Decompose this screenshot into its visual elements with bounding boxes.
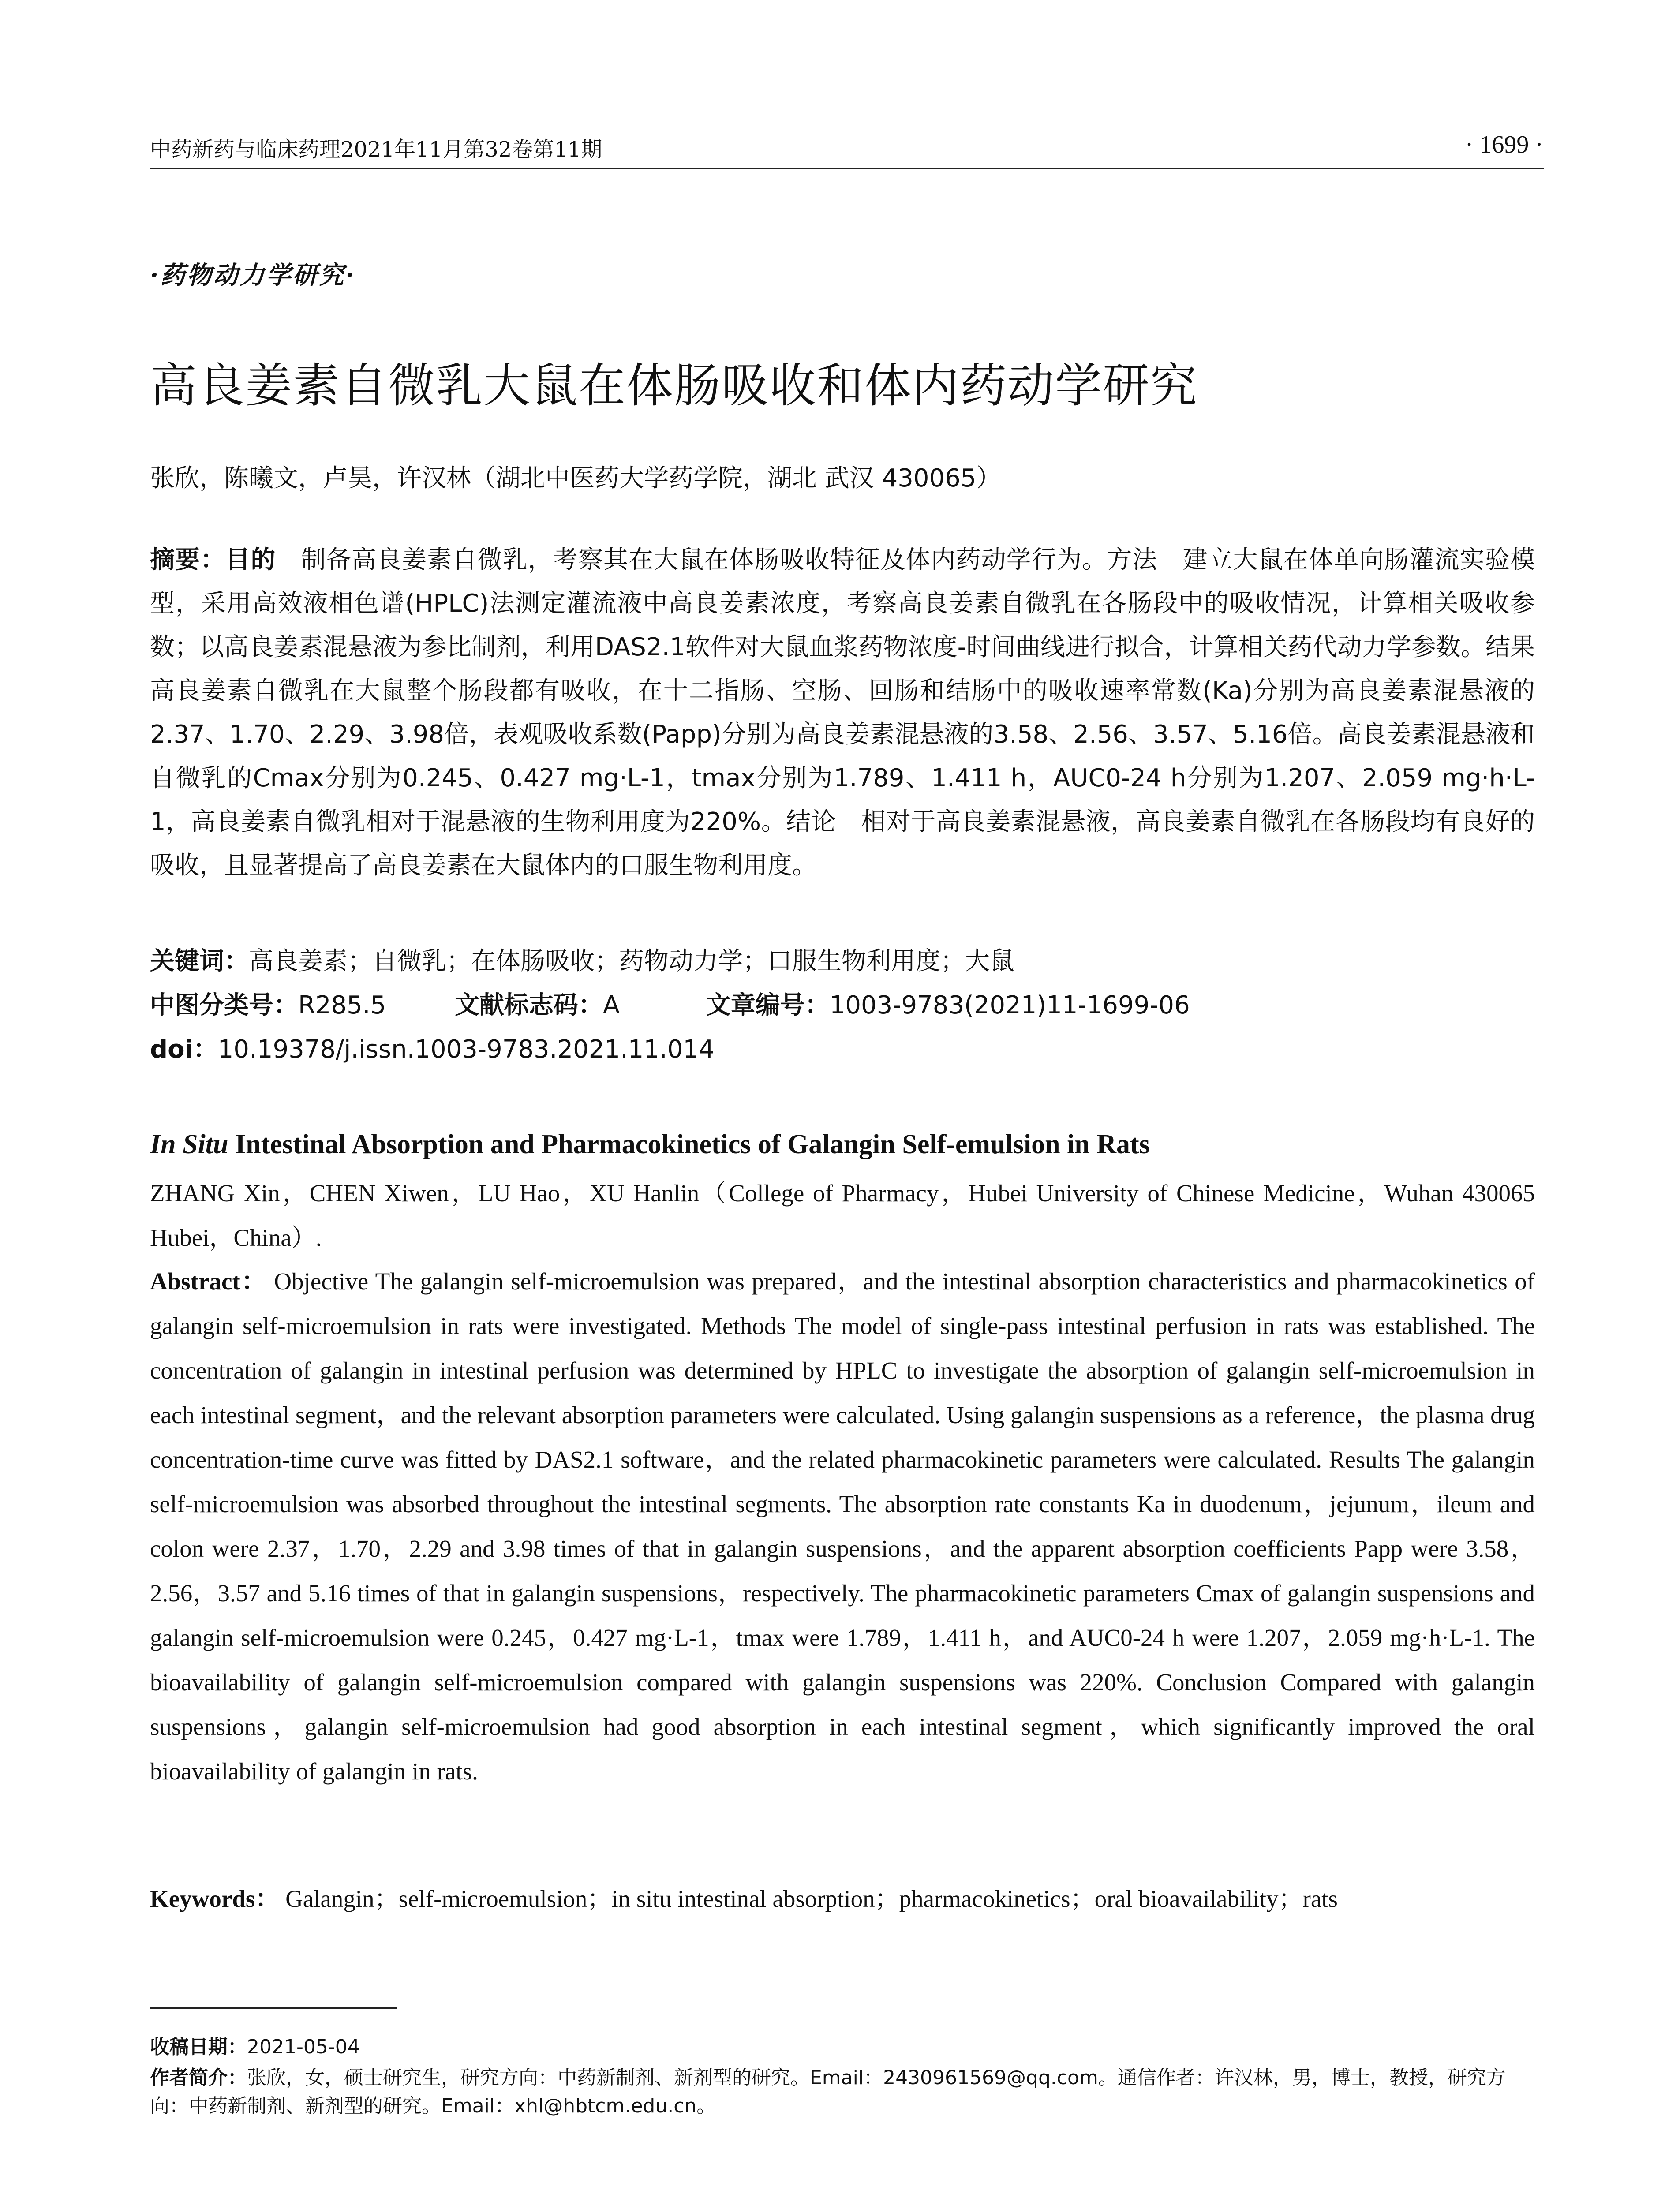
footnote-rule xyxy=(150,2007,397,2009)
english-title xyxy=(150,1129,1150,1160)
keywords-en-text: Galangin；self-microemulsion；in situ intestinal absorption；pharmacokinetics；oral bioavailability；rats xyxy=(285,1885,1338,1912)
english-title-rest: Intestinal Absorption and Pharmacokinetics of Galangin Self-emulsion in Rats xyxy=(228,1129,1150,1159)
keywords-cn xyxy=(150,939,1535,983)
keywords-en-label: Keywords： xyxy=(150,1885,280,1912)
received-label: 收稿日期： xyxy=(150,2036,247,2058)
abstract-cn xyxy=(150,538,1560,887)
authors-affiliation: 张欣，陈曦文，卢昊，许汉林（湖北中医药大学药学院，湖北 武汉 430065） xyxy=(150,464,1001,493)
author-bio-label: 作者简介： xyxy=(150,2067,247,2089)
english-title-italic: In Situ xyxy=(150,1129,228,1159)
abstract-cn-label: 摘要：目的 xyxy=(150,546,276,574)
abstract-cn-text: 制备高良姜素自微乳，考察其在大鼠在体肠吸收特征及体内药动学行为。方法 建立大鼠在体单向肠灌流实验模型，采用高效液相色谱(HPLC)法测定灌流液中高良姜素浓度，考察高良姜素自微乳在各肠段中的吸收情况，计算相关吸收参数；以高良姜素混悬液为参比制剂，利用DAS2.1软件对大鼠血浆药物浓度-时间曲线进行拟合，计算相关药代动力学参数。结果 高良姜素自微乳在大鼠整个肠段都有吸收，在十二指肠、空肠、回肠和结肠中的吸收速率常数(Ka)分别为高良姜素混悬液的2.37、1.70、2.29、3.98倍，表观吸收系数(Papp)分别为高良姜素混悬液的3.58、2.56、3.57、5.16倍。高良姜素混悬液和自微乳的Cmax分别为0.245、0.427 mg·L-1，tmax分别为1.789、1.411 h，AUC0-24 h分别为1.207、2.059 mg·h·L-1，高良姜素自微乳相对于混悬液的生物利用度为220%。结论 相对于高良姜素混悬液，高良姜素自微乳在各肠段均有良好的吸收，且显著提高了高良姜素在大鼠体内的口服生物利用度。 xyxy=(150,546,1560,880)
journal-info: 中药新药与临床药理2021年11月第32卷第11期 xyxy=(150,137,602,162)
article-title: 高良姜素自微乳大鼠在体肠吸收和体内药动学研究 xyxy=(150,359,1198,413)
article-number-label: 文章编号： xyxy=(706,991,830,1020)
article-number-value: 1003-9783(2021)11-1699-06 xyxy=(829,991,1190,1020)
page-number: · 1699 · xyxy=(1465,131,1543,158)
classification-line xyxy=(150,983,1535,1027)
clc-label: 中图分类号： xyxy=(150,991,298,1020)
header-rule xyxy=(150,168,1544,169)
received-date xyxy=(150,2033,1535,2061)
author-bio xyxy=(150,2064,1535,2120)
clc-value: R285.5 xyxy=(298,991,386,1020)
keywords-cn-label: 关键词： xyxy=(150,947,249,975)
abstract-en-label: Abstract： xyxy=(150,1268,267,1295)
doi-line xyxy=(150,1028,1535,1071)
english-authors: ZHANG Xin，CHEN Xiwen，LU Hao，XU Hanlin（College of Pharmacy，Hubei University of Chinese Medicine，Wuhan 430065 Hubei，China）. xyxy=(150,1180,1535,1251)
doc-code-value: A xyxy=(602,991,620,1020)
author-bio-text: 张欣，女，硕士研究生，研究方向：中药新制剂、新剂型的研究。Email：2430961569@qq.com。通信作者：许汉林，男，博士，教授，研究方向：中药新制剂、新剂型的研究。Email：xhl@hbtcm.edu.cn。 xyxy=(150,2067,1506,2117)
doi-value: 10.19378/j.issn.1003-9783.2021.11.014 xyxy=(217,1035,715,1064)
received-value: 2021-05-04 xyxy=(247,2036,360,2058)
doc-code-label: 文献标志码： xyxy=(454,991,603,1020)
abstract-en-text: Objective The galangin self-microemulsion was prepared，and the intestinal absorption characteristics and pharmacokinetics of galangin self-microemulsion in rats were investigated. Methods The model of single-pass intestinal perfusion in rats was established. The concentration of galangin in intestinal perfusion was determined by HPLC to investigate the absorption of galangin self-microemulsion in each intestinal segment，and the relevant absorption parameters were calculated. Using galangin suspensions as a reference，the plasma drug concentration-time curve was fitted by DAS2.1 software，and the related pharmacokinetic parameters were calculated. Results The galangin self-microemulsion was absorbed throughout the intestinal segments. The absorption rate constants Ka in duodenum，jejunum，ileum and colon were 2.37，1.70，2.29 and 3.98 times of that in galangin suspensions，and the apparent absorption coefficients Papp were 3.58，2.56，3.57 and 5.16 times of that in galangin suspensions，respectively. The pharmacokinetic parameters Cmax of galangin suspensions and galangin self-microemulsion were 0.245，0.427 mg·L-1，tmax were 1.789，1.411 h，and AUC0-24 h were 1.207，2.059 mg·h·L-1. The bioavailability of galangin self-microemulsion compared with galangin suspensions was 220%. Conclusion Compared with galangin suspensions，galangin self-microemulsion had good absorption in each intestinal segment，which significantly improved the oral bioavailability of galangin in rats. xyxy=(150,1268,1535,1785)
section-label: ·药物动力学研究· xyxy=(150,261,356,290)
doi-label: doi： xyxy=(150,1035,218,1064)
abstract-en xyxy=(150,1259,1535,1794)
keywords-cn-text: 高良姜素；自微乳；在体肠吸收；药物动力学；口服生物利用度；大鼠 xyxy=(249,947,1014,975)
keywords-en xyxy=(150,1876,1535,1921)
